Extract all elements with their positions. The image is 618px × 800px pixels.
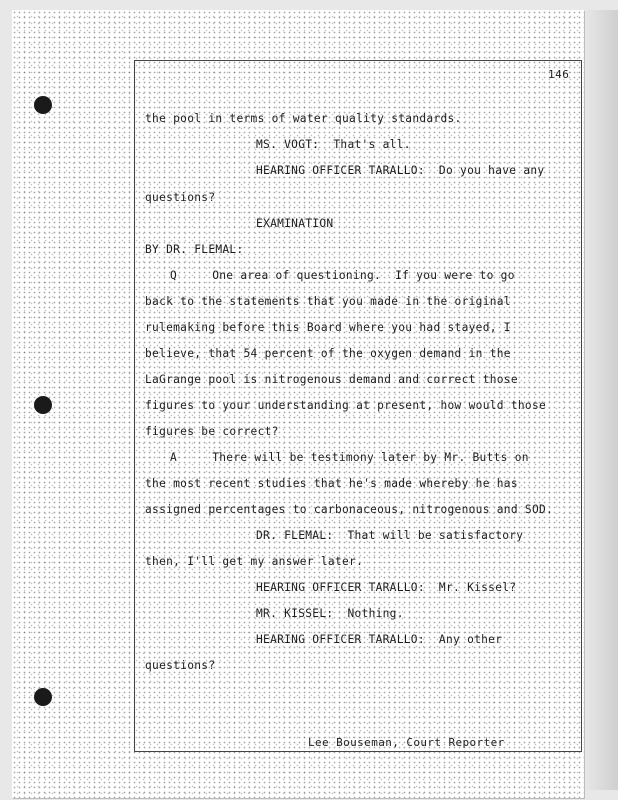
transcript-line: MS. VOGT: That's all. <box>256 138 411 151</box>
scan-edge-shadow <box>584 10 618 790</box>
page-number: 146 <box>548 68 570 81</box>
transcript-line: Q One area of questioning. If you were to go <box>170 269 515 282</box>
transcript-line: LaGrange pool is nitrogenous demand and correct those <box>145 373 518 386</box>
transcript-line: the most recent studies that he's made whereby he has <box>145 477 518 490</box>
transcript-line: then, I'll get my answer later. <box>145 555 364 568</box>
transcript-page <box>12 10 584 798</box>
punch-hole-top <box>34 96 52 114</box>
transcript-line: questions? <box>145 659 216 672</box>
transcript-line: HEARING OFFICER TARALLO: Do you have any <box>256 164 545 177</box>
transcript-line: questions? <box>145 191 216 204</box>
transcript-line: BY DR. FLEMAL: <box>145 243 244 256</box>
transcript-line: HEARING OFFICER TARALLO: Mr. Kissel? <box>256 581 517 594</box>
transcript-line: A There will be testimony later by Mr. Butts on <box>170 451 529 464</box>
punch-hole-middle <box>34 396 52 414</box>
transcript-line: MR. KISSEL: Nothing. <box>256 607 404 620</box>
court-reporter-footer: Lee Bouseman, Court Reporter <box>308 736 505 749</box>
transcript-line: HEARING OFFICER TARALLO: Any other <box>256 633 503 646</box>
transcript-line: figures to your understanding at present, how would those <box>145 399 547 412</box>
transcript-line: assigned percentages to carbonaceous, nitrogenous and SOD. <box>145 503 554 516</box>
transcript-line: figures be correct? <box>145 425 279 438</box>
transcript-line: rulemaking before this Board where you had stayed, I <box>145 321 511 334</box>
transcript-line: DR. FLEMAL: That will be satisfactory <box>256 529 524 542</box>
transcript-line: the pool in terms of water quality standards. <box>145 112 462 125</box>
section-heading: EXAMINATION <box>256 217 334 230</box>
transcript-line: believe, that 54 percent of the oxygen demand in the <box>145 347 511 360</box>
transcript-line: back to the statements that you made in the original <box>145 295 511 308</box>
punch-hole-bottom <box>34 688 52 706</box>
